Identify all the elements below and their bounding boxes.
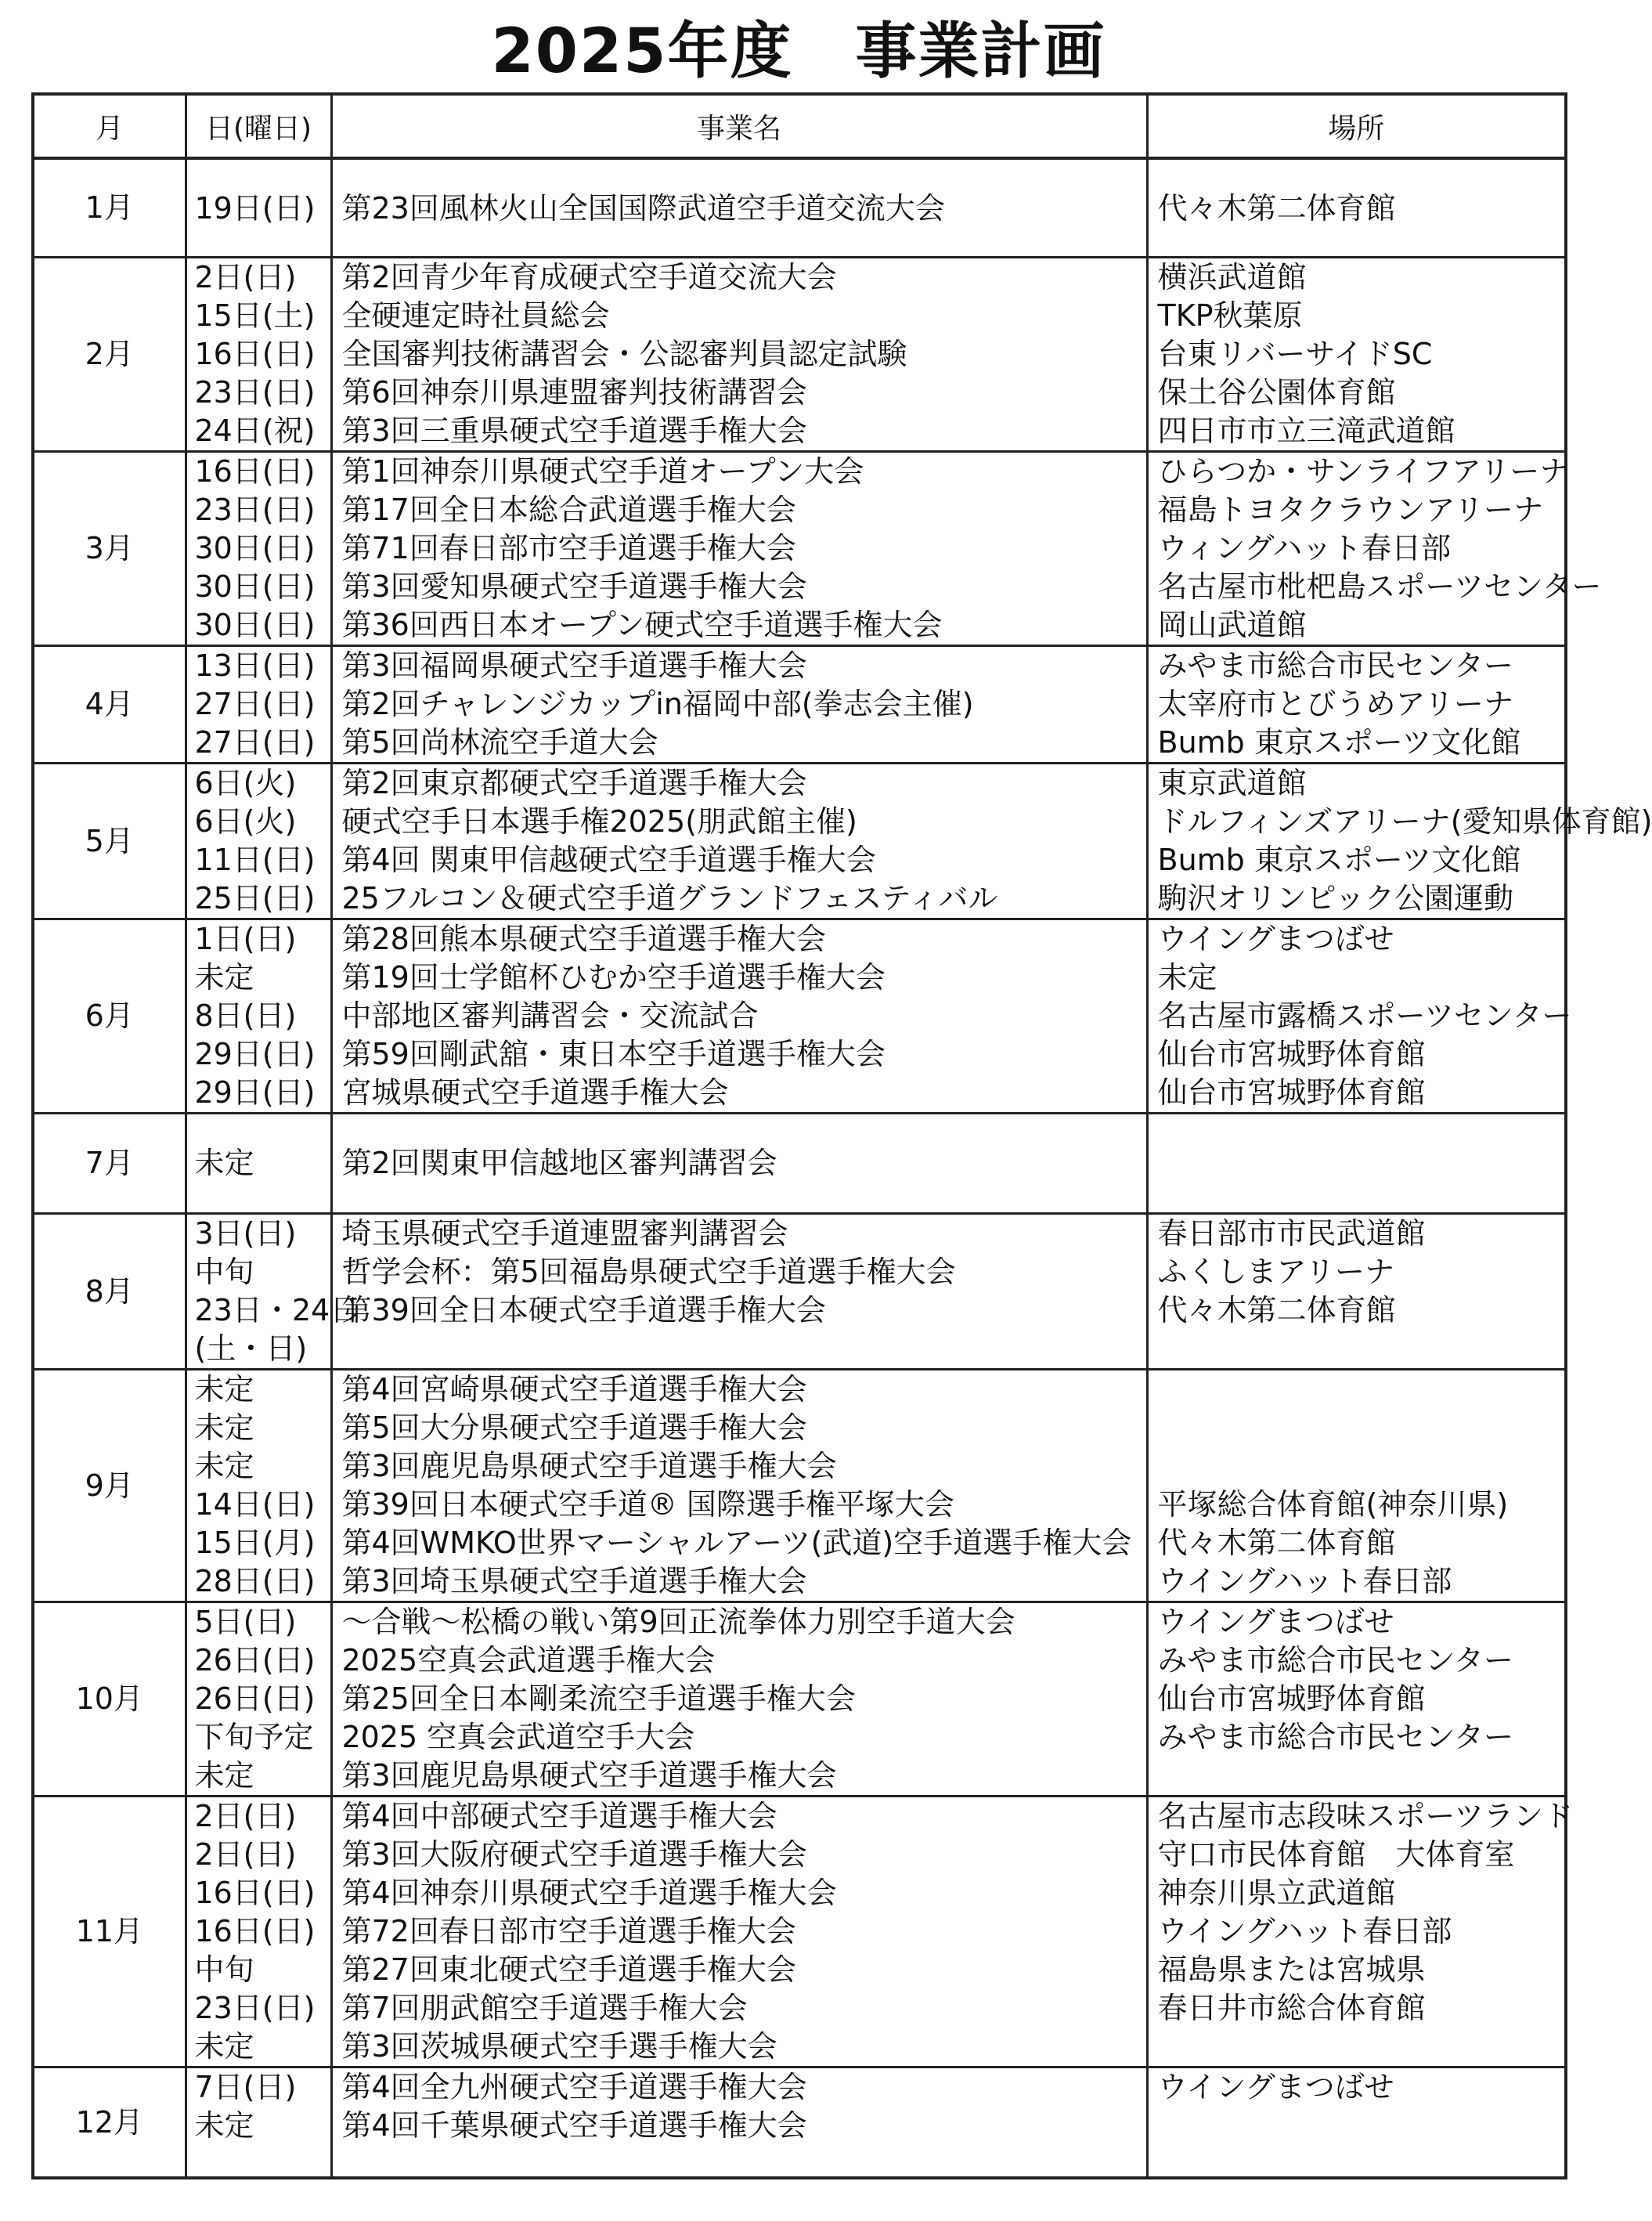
- table-row: [33, 2068, 1566, 2107]
- schedule-table: [31, 92, 1652, 2179]
- date-cell: 2日(日): [186, 1836, 331, 1874]
- month-cell: 7月: [33, 1114, 186, 1214]
- place-cell: [1147, 1370, 1566, 1410]
- place-cell: 岡山武道館: [1147, 606, 1566, 646]
- event-name-cell: 第5回尚林流空手道大会: [331, 724, 1147, 764]
- place-cell: 春日部市市民武道館: [1147, 1214, 1566, 1254]
- place-cell: ウィングハット春日部: [1147, 529, 1566, 568]
- month-cell: 8月: [33, 1214, 186, 1370]
- table-row: [33, 803, 1566, 841]
- place-cell: Bumb 東京スポーツ文化館: [1147, 841, 1566, 879]
- table-row: [33, 1989, 1566, 2028]
- month-cell: 10月: [33, 1602, 186, 1797]
- table-row: [33, 258, 1566, 298]
- date-cell: 15日(土): [186, 297, 331, 335]
- place-cell: 名古屋市志段味スポーツランド: [1147, 1797, 1566, 1836]
- place-cell: みやま市総合市民センター: [1147, 646, 1566, 686]
- date-cell: 6日(火): [186, 764, 331, 804]
- event-name-cell: 第3回大阪府硬式空手道選手権大会: [331, 1836, 1147, 1874]
- event-name-cell: 第17回全日本総合武道選手権大会: [331, 491, 1147, 529]
- date-cell: 30日(日): [186, 529, 331, 568]
- table-row: [33, 1874, 1566, 1912]
- place-cell: ウイングまつばせ: [1147, 919, 1566, 959]
- table-row: [33, 1253, 1566, 1291]
- event-name-cell: 第4回千葉県硬式空手道選手権大会: [331, 2107, 1147, 2178]
- table-row: [33, 2028, 1566, 2068]
- place-cell: [1147, 1447, 1566, 1486]
- event-name-cell: 第4回宮崎県硬式空手道選手権大会: [331, 1370, 1147, 1410]
- table-row: [33, 1074, 1566, 1114]
- event-name-cell: 哲学会杯：第5回福島県硬式空手道選手権大会: [331, 1253, 1147, 1291]
- month-group: [33, 452, 1602, 646]
- table-row: [33, 919, 1566, 959]
- place-cell: 東京武道館: [1147, 764, 1566, 804]
- table-row: [33, 1562, 1566, 1602]
- date-cell: 5日(日): [186, 1602, 331, 1642]
- table-row: [33, 1370, 1566, 1410]
- event-name-cell: 第3回愛知県硬式空手道選手権大会: [331, 568, 1147, 606]
- event-name-cell: 第39回全日本硬式空手道選手権大会: [331, 1291, 1147, 1330]
- place-cell: [1147, 1757, 1566, 1797]
- table-row: [33, 412, 1566, 452]
- date-cell: 未定: [186, 1757, 331, 1797]
- date-cell: 下旬予定: [186, 1718, 331, 1757]
- date-cell: 2日(日): [186, 1797, 331, 1836]
- event-name-cell: 第19回士学館杯ひむか空手道選手権大会: [331, 959, 1147, 997]
- table-row: [33, 568, 1566, 606]
- table-row: [33, 1680, 1566, 1718]
- event-name-cell: 第36回西日本オープン硬式空手道選手権大会: [331, 606, 1147, 646]
- place-cell: 仙台市宮城野体育館: [1147, 1035, 1566, 1074]
- date-cell: 30日(日): [186, 568, 331, 606]
- header-date: 日(曜日): [186, 94, 331, 158]
- event-name-cell: 第2回チャレンジカップin福岡中部(拳志会主催): [331, 685, 1147, 724]
- table-row: [33, 685, 1566, 724]
- date-cell: 25日(日): [186, 879, 331, 919]
- event-name-cell: 第4回全九州硬式空手道選手権大会: [331, 2068, 1147, 2107]
- month-cell: 12月: [33, 2068, 186, 2179]
- date-cell: 未定: [186, 959, 331, 997]
- month-group: [33, 258, 1566, 452]
- table-row: [33, 606, 1566, 646]
- place-cell: [1147, 2028, 1566, 2068]
- place-cell: 保土谷公園体育館: [1147, 374, 1566, 412]
- table-row: [33, 879, 1566, 919]
- month-cell: 4月: [33, 646, 186, 764]
- month-cell: 11月: [33, 1797, 186, 2068]
- event-name-cell: [331, 1330, 1147, 1370]
- event-name-cell: 硬式空手日本選手権2025(朋武館主催): [331, 803, 1147, 841]
- event-name-cell: 第3回埼玉県硬式空手道選手権大会: [331, 1562, 1147, 1602]
- date-cell: 未定: [186, 1114, 331, 1214]
- event-name-cell: 第7回朋武館空手道選手権大会: [331, 1989, 1147, 2028]
- date-cell: 1日(日): [186, 919, 331, 959]
- table-row: [33, 158, 1566, 258]
- date-cell: 16日(日): [186, 1912, 331, 1951]
- place-cell: 代々木第二体育館: [1147, 1524, 1566, 1562]
- event-name-cell: 第2回青少年育成硬式空手道交流大会: [331, 258, 1147, 298]
- event-name-cell: 第1回神奈川県硬式空手道オープン大会: [331, 452, 1147, 492]
- date-cell: 26日(日): [186, 1641, 331, 1680]
- table-row: [33, 374, 1566, 412]
- table-row: [33, 1524, 1566, 1562]
- event-name-cell: 第39回日本硬式空手道® 国際選手権平塚大会: [331, 1486, 1147, 1524]
- date-cell: 13日(日): [186, 646, 331, 686]
- date-cell: 2日(日): [186, 258, 331, 298]
- table-row: [33, 1951, 1566, 1989]
- event-name-cell: 第3回茨城県硬式空手選手権大会: [331, 2028, 1147, 2068]
- month-cell: 1月: [33, 158, 186, 258]
- table-row: [33, 2107, 1566, 2178]
- place-cell: 仙台市宮城野体育館: [1147, 1074, 1566, 1114]
- event-name-cell: 埼玉県硬式空手道連盟審判講習会: [331, 1214, 1147, 1254]
- event-name-cell: 第72回春日部市空手道選手権大会: [331, 1912, 1147, 1951]
- place-cell: 名古屋市枇杷島スポーツセンター: [1147, 568, 1566, 606]
- event-name-cell: 2025 空真会武道空手大会: [331, 1718, 1147, 1757]
- place-cell: ウイングハット春日部: [1147, 1912, 1566, 1951]
- event-name-cell: 第4回WMKO世界マーシャルアーツ(武道)空手道選手権大会: [331, 1524, 1147, 1562]
- table-row: [33, 335, 1566, 374]
- date-cell: 28日(日): [186, 1562, 331, 1602]
- table-row: [33, 491, 1566, 529]
- event-name-cell: 25フルコン＆硬式空手道グランドフェスティバル: [331, 879, 1147, 919]
- header-place: 場所: [1147, 94, 1566, 158]
- place-cell: [1147, 1409, 1566, 1447]
- place-cell: 台東リバーサイドSC: [1147, 335, 1566, 374]
- month-group: [33, 1214, 1566, 1370]
- table-row: [33, 1114, 1566, 1214]
- date-cell: 23日・24日: [186, 1291, 331, 1330]
- date-cell: 14日(日): [186, 1486, 331, 1524]
- event-name-cell: 第6回神奈川県連盟審判技術講習会: [331, 374, 1147, 412]
- place-cell: みやま市総合市民センター: [1147, 1641, 1566, 1680]
- date-cell: 11日(日): [186, 841, 331, 879]
- table-row: [33, 1602, 1566, 1642]
- date-cell: 中旬: [186, 1951, 331, 1989]
- month-group: [33, 2068, 1566, 2179]
- event-name-cell: 2025空真会武道選手権大会: [331, 1641, 1147, 1680]
- date-cell: 16日(日): [186, 1874, 331, 1912]
- month-cell: 6月: [33, 919, 186, 1114]
- table-row: [33, 297, 1566, 335]
- place-cell: みやま市総合市民センター: [1147, 1718, 1566, 1757]
- page-title: 2025年度 事業計画: [491, 16, 1106, 87]
- date-cell: 16日(日): [186, 335, 331, 374]
- table-row: [33, 1035, 1566, 1074]
- place-cell: 四日市市立三滝武道館: [1147, 412, 1566, 452]
- date-cell: 29日(日): [186, 1035, 331, 1074]
- place-cell: ウイングまつばせ: [1147, 1602, 1566, 1642]
- table-row: [33, 452, 1566, 492]
- event-name-cell: 第71回春日部市空手道選手権大会: [331, 529, 1147, 568]
- month-group: [33, 158, 1566, 258]
- place-cell: ふくしまアリーナ: [1147, 1253, 1566, 1291]
- place-cell: 福島トヨタクラウンアリーナ: [1147, 491, 1566, 529]
- place-cell: Bumb 東京スポーツ文化館: [1147, 724, 1566, 764]
- table-row: [33, 1912, 1566, 1951]
- place-cell: 平塚総合体育館(神奈川県): [1147, 1486, 1566, 1524]
- month-cell: 9月: [33, 1370, 186, 1602]
- event-name-cell: 第27回東北硬式空手道選手権大会: [331, 1951, 1147, 1989]
- place-cell: 駒沢オリンピック公園運動: [1147, 879, 1566, 919]
- place-cell: 福島県または宮城県: [1147, 1951, 1566, 1989]
- date-cell: 7日(日): [186, 2068, 331, 2107]
- date-cell: 15日(月): [186, 1524, 331, 1562]
- place-cell: 代々木第二体育館: [1147, 1291, 1566, 1330]
- header-month: 月: [33, 94, 186, 158]
- table-row: [33, 841, 1566, 879]
- table-row: [33, 959, 1566, 997]
- event-name-cell: 第5回大分県硬式空手道選手権大会: [331, 1409, 1147, 1447]
- event-name-cell: 中部地区審判講習会・交流試合: [331, 997, 1147, 1035]
- header-row: [33, 94, 1566, 158]
- date-cell: 未定: [186, 1447, 331, 1486]
- date-cell: 23日(日): [186, 491, 331, 529]
- place-cell: 守口市民体育館 大体育室: [1147, 1836, 1566, 1874]
- date-cell: 8日(日): [186, 997, 331, 1035]
- event-name-cell: ～合戦～松橋の戦い第9回正流拳体力別空手道大会: [331, 1602, 1147, 1642]
- event-name-cell: 全国審判技術講習会・公認審判員認定試験: [331, 335, 1147, 374]
- header-event: 事業名: [331, 94, 1147, 158]
- date-cell: 未定: [186, 2028, 331, 2068]
- place-cell: ドルフィンズアリーナ(愛知県体育館): [1147, 803, 1566, 841]
- month-cell: 2月: [33, 258, 186, 452]
- event-name-cell: 第2回関東甲信越地区審判講習会: [331, 1114, 1147, 1214]
- event-name-cell: 第3回福岡県硬式空手道選手権大会: [331, 646, 1147, 686]
- event-name-cell: 第59回剛武舘・東日本空手道選手権大会: [331, 1035, 1147, 1074]
- place-cell: 名古屋市露橋スポーツセンター: [1147, 997, 1566, 1035]
- date-cell: 16日(日): [186, 452, 331, 492]
- event-name-cell: 第23回風林火山全国国際武道空手道交流大会: [331, 158, 1147, 258]
- event-name-cell: 第28回熊本県硬式空手道選手権大会: [331, 919, 1147, 959]
- month-cell: 5月: [33, 764, 186, 919]
- table-row: [33, 1641, 1566, 1680]
- table-row: [33, 1486, 1566, 1524]
- date-cell: 19日(日): [186, 158, 331, 258]
- place-cell: [1147, 1330, 1566, 1370]
- date-cell: 29日(日): [186, 1074, 331, 1114]
- table-row: [33, 1836, 1566, 1874]
- date-cell: 6日(火): [186, 803, 331, 841]
- date-cell: 未定: [186, 2107, 331, 2178]
- date-cell: 24日(祝): [186, 412, 331, 452]
- place-cell: 仙台市宮城野体育館: [1147, 1680, 1566, 1718]
- table-row: [33, 1757, 1566, 1797]
- month-group: [33, 646, 1566, 764]
- table-row: [33, 1797, 1566, 1836]
- place-cell: 神奈川県立武道館: [1147, 1874, 1566, 1912]
- table-row: [33, 764, 1566, 804]
- place-cell: ひらつか・サンライフアリーナ: [1147, 452, 1566, 492]
- event-name-cell: 第4回中部硬式空手道選手権大会: [331, 1797, 1147, 1836]
- place-cell: ウイングハット春日部: [1147, 1562, 1566, 1602]
- month-group: [33, 1602, 1566, 1797]
- place-cell: [1147, 2107, 1566, 2178]
- date-cell: 27日(日): [186, 685, 331, 724]
- month-cell: 3月: [33, 452, 186, 646]
- date-cell: 27日(日): [186, 724, 331, 764]
- place-cell: 未定: [1147, 959, 1566, 997]
- table-row: [33, 1214, 1566, 1254]
- table-row: [33, 724, 1566, 764]
- place-cell: 春日井市総合体育館: [1147, 1989, 1566, 2028]
- month-group: [33, 919, 1572, 1114]
- month-group: [33, 1114, 1566, 1214]
- month-group: [33, 764, 1652, 919]
- table-row: [33, 1409, 1566, 1447]
- date-cell: 中旬: [186, 1253, 331, 1291]
- table-row: [33, 1718, 1566, 1757]
- place-cell: [1147, 1114, 1566, 1214]
- event-name-cell: 第3回鹿児島県硬式空手道選手権大会: [331, 1757, 1147, 1797]
- date-cell: 未定: [186, 1370, 331, 1410]
- event-name-cell: 第4回 関東甲信越硬式空手道選手権大会: [331, 841, 1147, 879]
- event-name-cell: 第4回神奈川県硬式空手道選手権大会: [331, 1874, 1147, 1912]
- date-cell: 未定: [186, 1409, 331, 1447]
- date-cell: 23日(日): [186, 374, 331, 412]
- event-name-cell: 第3回三重県硬式空手道選手権大会: [331, 412, 1147, 452]
- date-cell: (土・日): [186, 1330, 331, 1370]
- place-cell: 太宰府市とびうめアリーナ: [1147, 685, 1566, 724]
- table-row: [33, 997, 1566, 1035]
- table-row: [33, 646, 1566, 686]
- table-row: [33, 1447, 1566, 1486]
- event-name-cell: 全硬連定時社員総会: [331, 297, 1147, 335]
- event-name-cell: 第2回東京都硬式空手道選手権大会: [331, 764, 1147, 804]
- event-name-cell: 宮城県硬式空手道選手権大会: [331, 1074, 1147, 1114]
- month-group: [33, 1797, 1573, 2068]
- place-cell: 代々木第二体育館: [1147, 158, 1566, 258]
- event-name-cell: 第3回鹿児島県硬式空手道選手権大会: [331, 1447, 1147, 1486]
- event-name-cell: 第25回全日本剛柔流空手道選手権大会: [331, 1680, 1147, 1718]
- place-cell: 横浜武道館: [1147, 258, 1566, 298]
- table-row: [33, 529, 1566, 568]
- date-cell: 3日(日): [186, 1214, 331, 1254]
- table-row: [33, 1330, 1566, 1370]
- place-cell: ウイングまつばせ: [1147, 2068, 1566, 2107]
- date-cell: 26日(日): [186, 1680, 331, 1718]
- month-group: [33, 1370, 1566, 1602]
- table-row: [33, 1291, 1566, 1330]
- date-cell: 30日(日): [186, 606, 331, 646]
- place-cell: TKP秋葉原: [1147, 297, 1566, 335]
- date-cell: 23日(日): [186, 1989, 331, 2028]
